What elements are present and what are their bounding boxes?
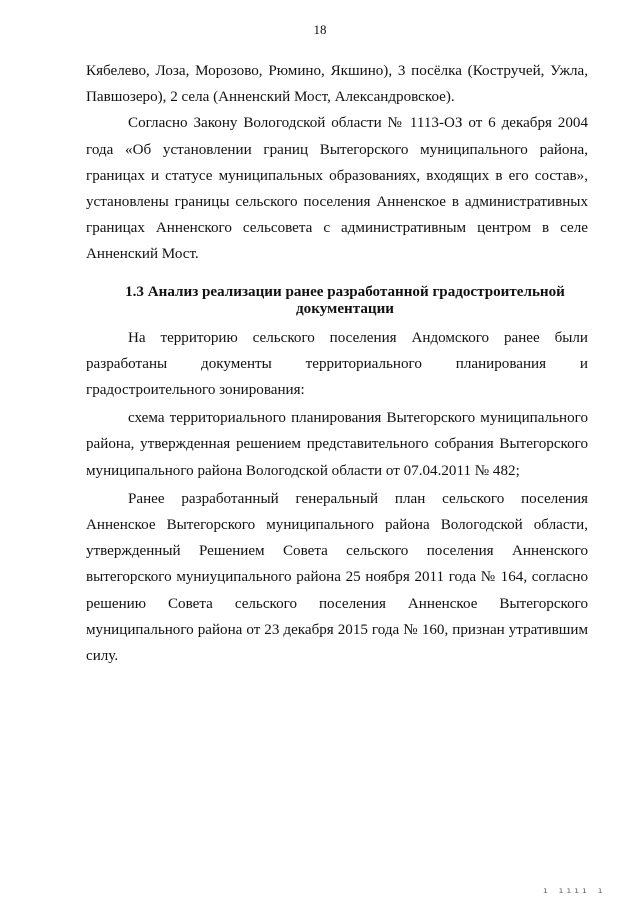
page-content <box>86 58 588 669</box>
paragraph-settlements-list: Кябелево, Лоза, Морозово, Рюмино, Якшино), 3 посёлка (Костручей, Ужла, Павшозеро), 2 села (Анненский Мост, Александровское). <box>86 63 588 106</box>
page-number: 18 <box>313 22 327 37</box>
paragraph-law-reference: Согласно Закону Вологодской области № 1113-ОЗ от 6 декабря 2004 года «Об установлении границ Вытегорского муниципального района, границах и статусе муниципальных образованиях, входящих в его состав», установлены границы сельского поселения Анненское в административных границах Анненского сельсовета с административным центром в селе Анненский Мост. <box>86 115 588 263</box>
paragraph-documents-intro: На территорию сельского поселения Андомского ранее были разработаны документы территориального планирования и градостроительного зонирования: <box>86 329 588 399</box>
section-heading: 1.3 Анализ реализации ранее разработанной градостроительной документации <box>125 283 565 318</box>
scan-marks: ı ıııı ı <box>543 886 606 895</box>
paragraph-general-plan: Ранее разработанный генеральный план сельского поселения Анненское Вытегорского муниципального района Вологодской области, утвержденный Решением Совета сельского поселения Анненского вытегорского муниуципального района 25 ноября 2011 года № 164, согласно решению Совета сельского поселения Анненское Вытегорского муниципального района от 23 декабря 2015 года № 160, признан утратившим силу. <box>86 490 588 665</box>
paragraph-territorial-scheme: схема территориального планирования Вытегорского муниципального района, утвержденная решением представительного собрания Вытегорского муниципального района Вологодской области от 07.04.2011 № 482; <box>86 410 588 479</box>
